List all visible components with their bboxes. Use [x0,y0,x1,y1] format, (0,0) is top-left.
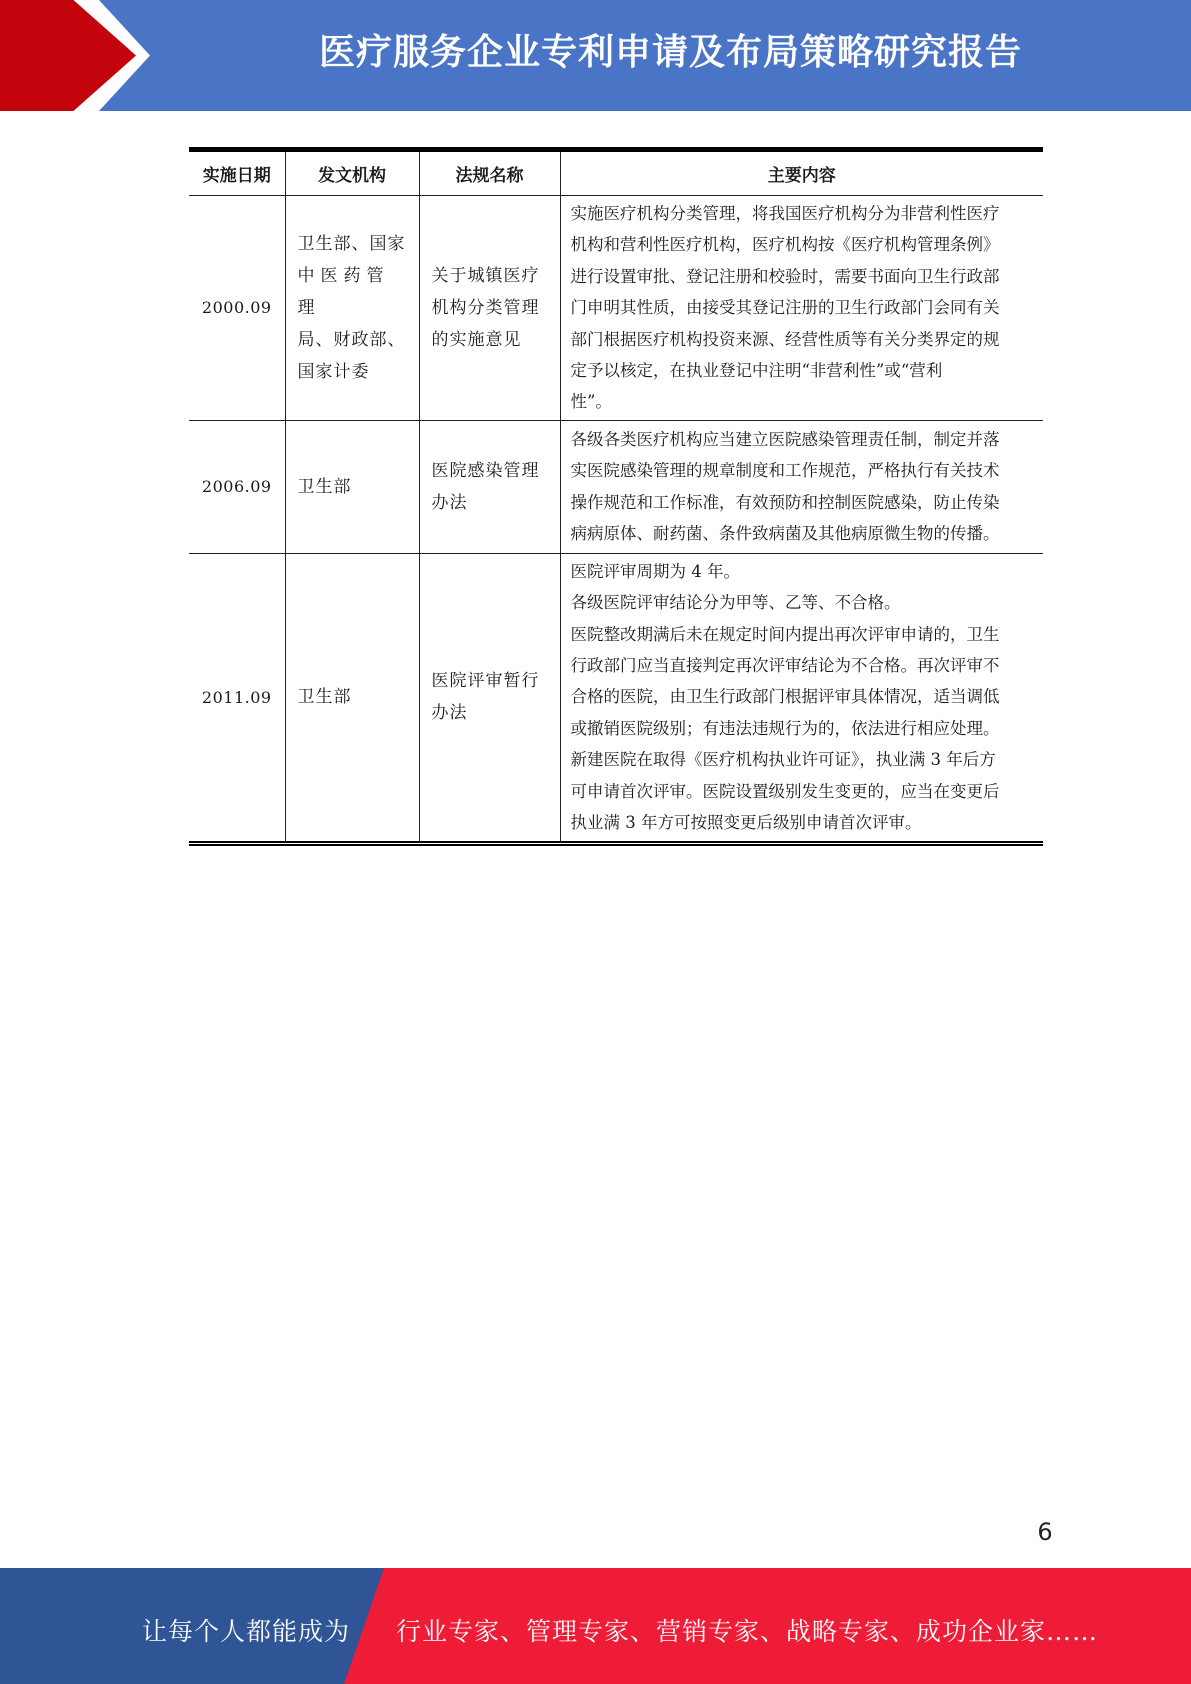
cell-date: 2011.09 [189,553,285,843]
cell-line: 办法 [431,703,468,724]
content-line: 各级各类医疗机构应当建立医院感染管理责任制，制定并落 [570,430,1000,450]
content-line: 定予以核定，在执业登记中注明“非营利性”或“营利 [570,361,943,381]
content-line: 行政部门应当直接判定再次评审结论为不合格。再次评审不 [570,656,1000,676]
cell-line: 机构分类管理 [431,297,540,318]
cell-date: 2000.09 [189,196,285,421]
cell-line: 国家计委 [297,361,370,382]
cell-line: 办法 [431,492,468,513]
content-line: 操作规范和工作标准，有效预防和控制医院感染，防止传染 [570,492,1000,512]
footer-slogan-roles: 行业专家、管理专家、营销专家、战略专家、成功企业家…… [396,1617,1099,1646]
cell-content [560,196,1043,421]
content-line: 新建医院在取得《医疗机构执业许可证》，执业满 3 年后方 [570,750,996,770]
column-header-content: 主要内容 [560,150,1043,196]
cell-line: 医院评审暂行 [431,671,540,692]
cell-line: 卫生部 [297,476,352,497]
content-line: 病病原体、耐药菌、条件致病菌及其他病原微生物的传播。 [570,524,1000,544]
table-row [189,553,1043,843]
content-line: 实施医疗机构分类管理，将我国医疗机构分为非营利性医疗 [570,204,1000,223]
cell-name [419,196,560,421]
header-arrow-icon [0,0,136,111]
cell-name [419,553,560,843]
cell-line: 医院感染管理 [431,460,540,481]
cell-date: 2006.09 [189,420,285,553]
content-line: 部门根据医疗机构投资来源、经营性质等有关分类界定的规 [570,329,1000,349]
column-header-date: 实施日期 [189,150,285,196]
content-line: 医院评审周期为 4 年。 [570,561,740,581]
cell-org [285,553,419,843]
table-row [189,420,1043,553]
cell-line: 局、财政部、 [297,329,406,350]
content-line: 医院整改期满后未在规定时间内提出再次评审申请的，卫生 [570,624,1000,644]
cell-content [560,553,1043,843]
footer-slogan-lead: 让每个人都能成为 [142,1617,351,1646]
content-line: 各级医院评审结论分为甲等、乙等、不合格。 [570,593,901,613]
cell-line: 卫生部、国家 [297,233,406,254]
table-row [189,196,1043,421]
cell-org [285,420,419,553]
table-header-row [189,150,1043,196]
page-number: 6 [1037,1518,1053,1546]
content-line: 合格的医院，由卫生行政部门根据评审具体情况，适当调低 [570,687,1000,707]
column-header-name: 法规名称 [419,150,560,196]
content-line: 进行设置审批、登记注册和校验时，需要书面向卫生行政部 [570,266,1000,286]
content-line: 实医院感染管理的规章制度和工作规范，严格执行有关技术 [570,461,1000,481]
content-line: 执业满 3 年方可按照变更后级别申请首次评审。 [570,813,922,833]
content-line: 机构和营利性医疗机构，医疗机构按《医疗机构管理条例》 [570,235,1000,255]
cell-name [419,420,560,553]
cell-line: 中医药管理 [297,265,390,318]
cell-line: 的实施意见 [431,329,522,350]
report-title: 医疗服务企业专利申请及布局策略研究报告 [318,32,1022,73]
content-line: 门申明其性质，由接受其登记注册的卫生行政部门会同有关 [570,298,1000,318]
column-header-org: 发文机构 [285,150,419,196]
policy-table [189,147,1043,846]
content-line: 可申请首次评审。医院设置级别发生变更的，应当在变更后 [570,781,1000,801]
cell-line: 卫生部 [297,687,352,708]
cell-line: 关于城镇医疗 [431,265,540,286]
content-line: 或撤销医院级别；有违法违规行为的，依法进行相应处理。 [570,718,1000,738]
cell-content [560,420,1043,553]
content-line: 性”。 [570,392,612,412]
header-banner [0,0,1191,111]
cell-org [285,196,419,421]
